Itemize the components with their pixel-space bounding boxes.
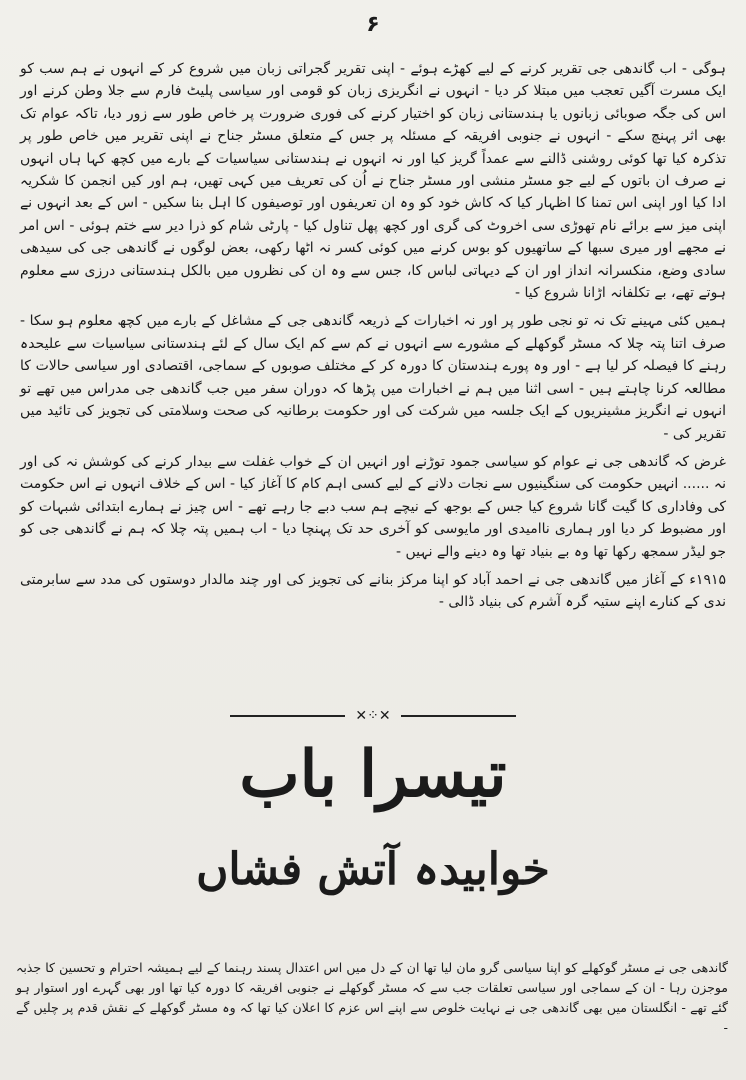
section-divider [230, 708, 516, 724]
body-text [20, 58, 726, 620]
paragraph-3: غرض کہ گاندھی جی نے عوام کو سیاسی جمود توڑنے اور انہیں ان کے خواب غفلت سے بیدار کرنے کی کوشش نہ کی اور نہ ...... انہیں حکومت کی سنگینیوں سے نجات دلانے کے لیے کسی اہم کام کا آغاز کیا - اس کے خلاف انہوں نے اس حکومت کی وفاداری کا گیت گانا شروع کیا جس کے بوجھ کے نیچے ہم سب دبے جا رہے تھے - اس چیز نے ہمارے ابتدائی شبہات کو اور مضبوط کر دیا اور ہماری ناامیدی اور مایوسی کو آخری حد تک پہنچا دیا - اب ہمیں پتہ چلا کہ ہم نے گاندھی جی کو جو لیڈر سمجھ رکھا تھا وہ بے بنیاد تھا وہ دینے والے نہیں - [20, 453, 726, 560]
chapter-subtitle: خوابیدہ آتش فشاں [196, 844, 550, 895]
paragraph-2: ہمیں کئی مہینے تک نہ تو نجی طور پر اور نہ اخبارات کے ذریعہ گاندھی جی کے مشاغل کے بارے میں کچھ معلوم ہو سکا - صرف اتنا پتہ چلا کہ مسٹر گوکھلے کے مشورے سے انہوں نے کم سے کم ایک سال کے لئے ہندستانی سیاسیات سے علیحدہ رہنے کا فیصلہ کر لیا ہے - اور وہ پورے ہندستان کا دورہ کر کے مختلف صوبوں کے سماجی، اقتصادی اور سیاسی حالات کا مطالعہ کرنا چاہتے ہیں - اسی اثنا میں ہم نے اخبارات میں پڑھا کہ دوران سفر میں جب گاندھی جی مدراس میں تھے تو انہوں نے انگریز مشینریوں کے ایک جلسہ میں شرکت کی اور حکومت برطانیہ کی صحت وسلامتی کی تجویز کی تائید میں تقریر کی - [20, 313, 726, 442]
divider-line-right [401, 715, 516, 717]
divider-ornament: ✕⁘✕ [355, 708, 391, 724]
page-number: ۶ [366, 12, 380, 37]
paragraph-4: ۱۹۱۵ء کے آغاز میں گاندھی جی نے احمد آباد کو اپنا مرکز بنانے کی تجویز کی اور چند مالدار دوستوں کی مدد سے سابرمتی ندی کے کنارے اپنے ستیہ گرہ آشرم کی بنیاد ڈالی - [20, 571, 726, 611]
paragraph-1: ہوگی - اب گاندھی جی تقریر کرنے کے لیے کھڑے ہوئے - اپنی تقریر گجراتی زبان میں شروع کر کے انہوں نے ہم سب کو ایک مسرت آگیں تعجب میں مبتلا کر دیا - انہوں نے انگریزی زبان کو قومی اور سیاسی پلیٹ فارم سے جلا وطن کرنے اور اس کی جگہ صوبائی زبانوں یا ہندستانی زبان کو اختیار کرنے کی فوری ضرورت پر خاص طور سے زور دیا، تاکہ عوام تک بھی اثر پہنچ سکے - انہوں نے جنوبی افریقہ کے مسئلہ پر جس کے متعلق مسٹر جناح نے اپنی تقریر میں خاص طور پر تذکرہ کیا تھا کوئی روشنی ڈالنے سے عمداً گریز کیا اور نہ انہوں نے ہندستانی سیاسیات کے بارے میں کچھ کہا ہاں انہوں نے صرف ان باتوں کے لیے جو مسٹر منشی اور مسٹر جناح نے اُن کی تعریف میں کہی تھیں، ہم اور کیں انجمن کا شکریہ ادا کیا اور اپنی اس تمنا کا اظہار کیا کہ کاش خود کو وہ ان تعریفوں اور توصیفوں کا اہل بنا سکیں - اس کے بعد انہوں نے اپنی میز سے برائے نام تھوڑی سی اخروٹ کی گری اور کچھ پھل تناول کیا - پارٹی شام کو ذرا دیر سے ختم ہوئی - اس امر نے مجھے اور میری سبھا کے ساتھیوں کو بوس کرنے میں کوئی کسر نہ اٹھا رکھی، بعض لوگوں نے گاندھی جی کی سیدھی سادی وضع، منکسرانہ انداز اور ان کے دیہاتی لباس کا، جس سے وہ ان کی نظروں میں بالکل ہندستانی درزی سے معلوم ہوتے تھے، بے تکلفانہ اڑانا شروع کیا - [20, 61, 726, 302]
chapter-title: تیسرا باب [239, 737, 507, 812]
divider-line-left [230, 715, 345, 717]
closing-paragraph: گاندھی جی نے مسٹر گوکھلے کو اپنا سیاسی گرو مان لیا تھا ان کے دل میں اس اعتدال پسند رہنما کے لیے ہمیشہ احترام و تحسین کا جذبہ موجزن رہا - ان کے سماجی اور سیاسی تعلقات جب سے کہ مسٹر گوکھلے نے جنوبی افریقہ کا دورہ کیا تھا اور بھی گہرے اور استوار ہو گئے تھے - انگلستان میں بھی گاندھی جی نے نہایت خلوص سے اپنے اس عزم کا اعلان کیا تھا کہ وہ مسٹر گوکھلے کے نقش قدم پر چلیں گے - [16, 960, 728, 1035]
